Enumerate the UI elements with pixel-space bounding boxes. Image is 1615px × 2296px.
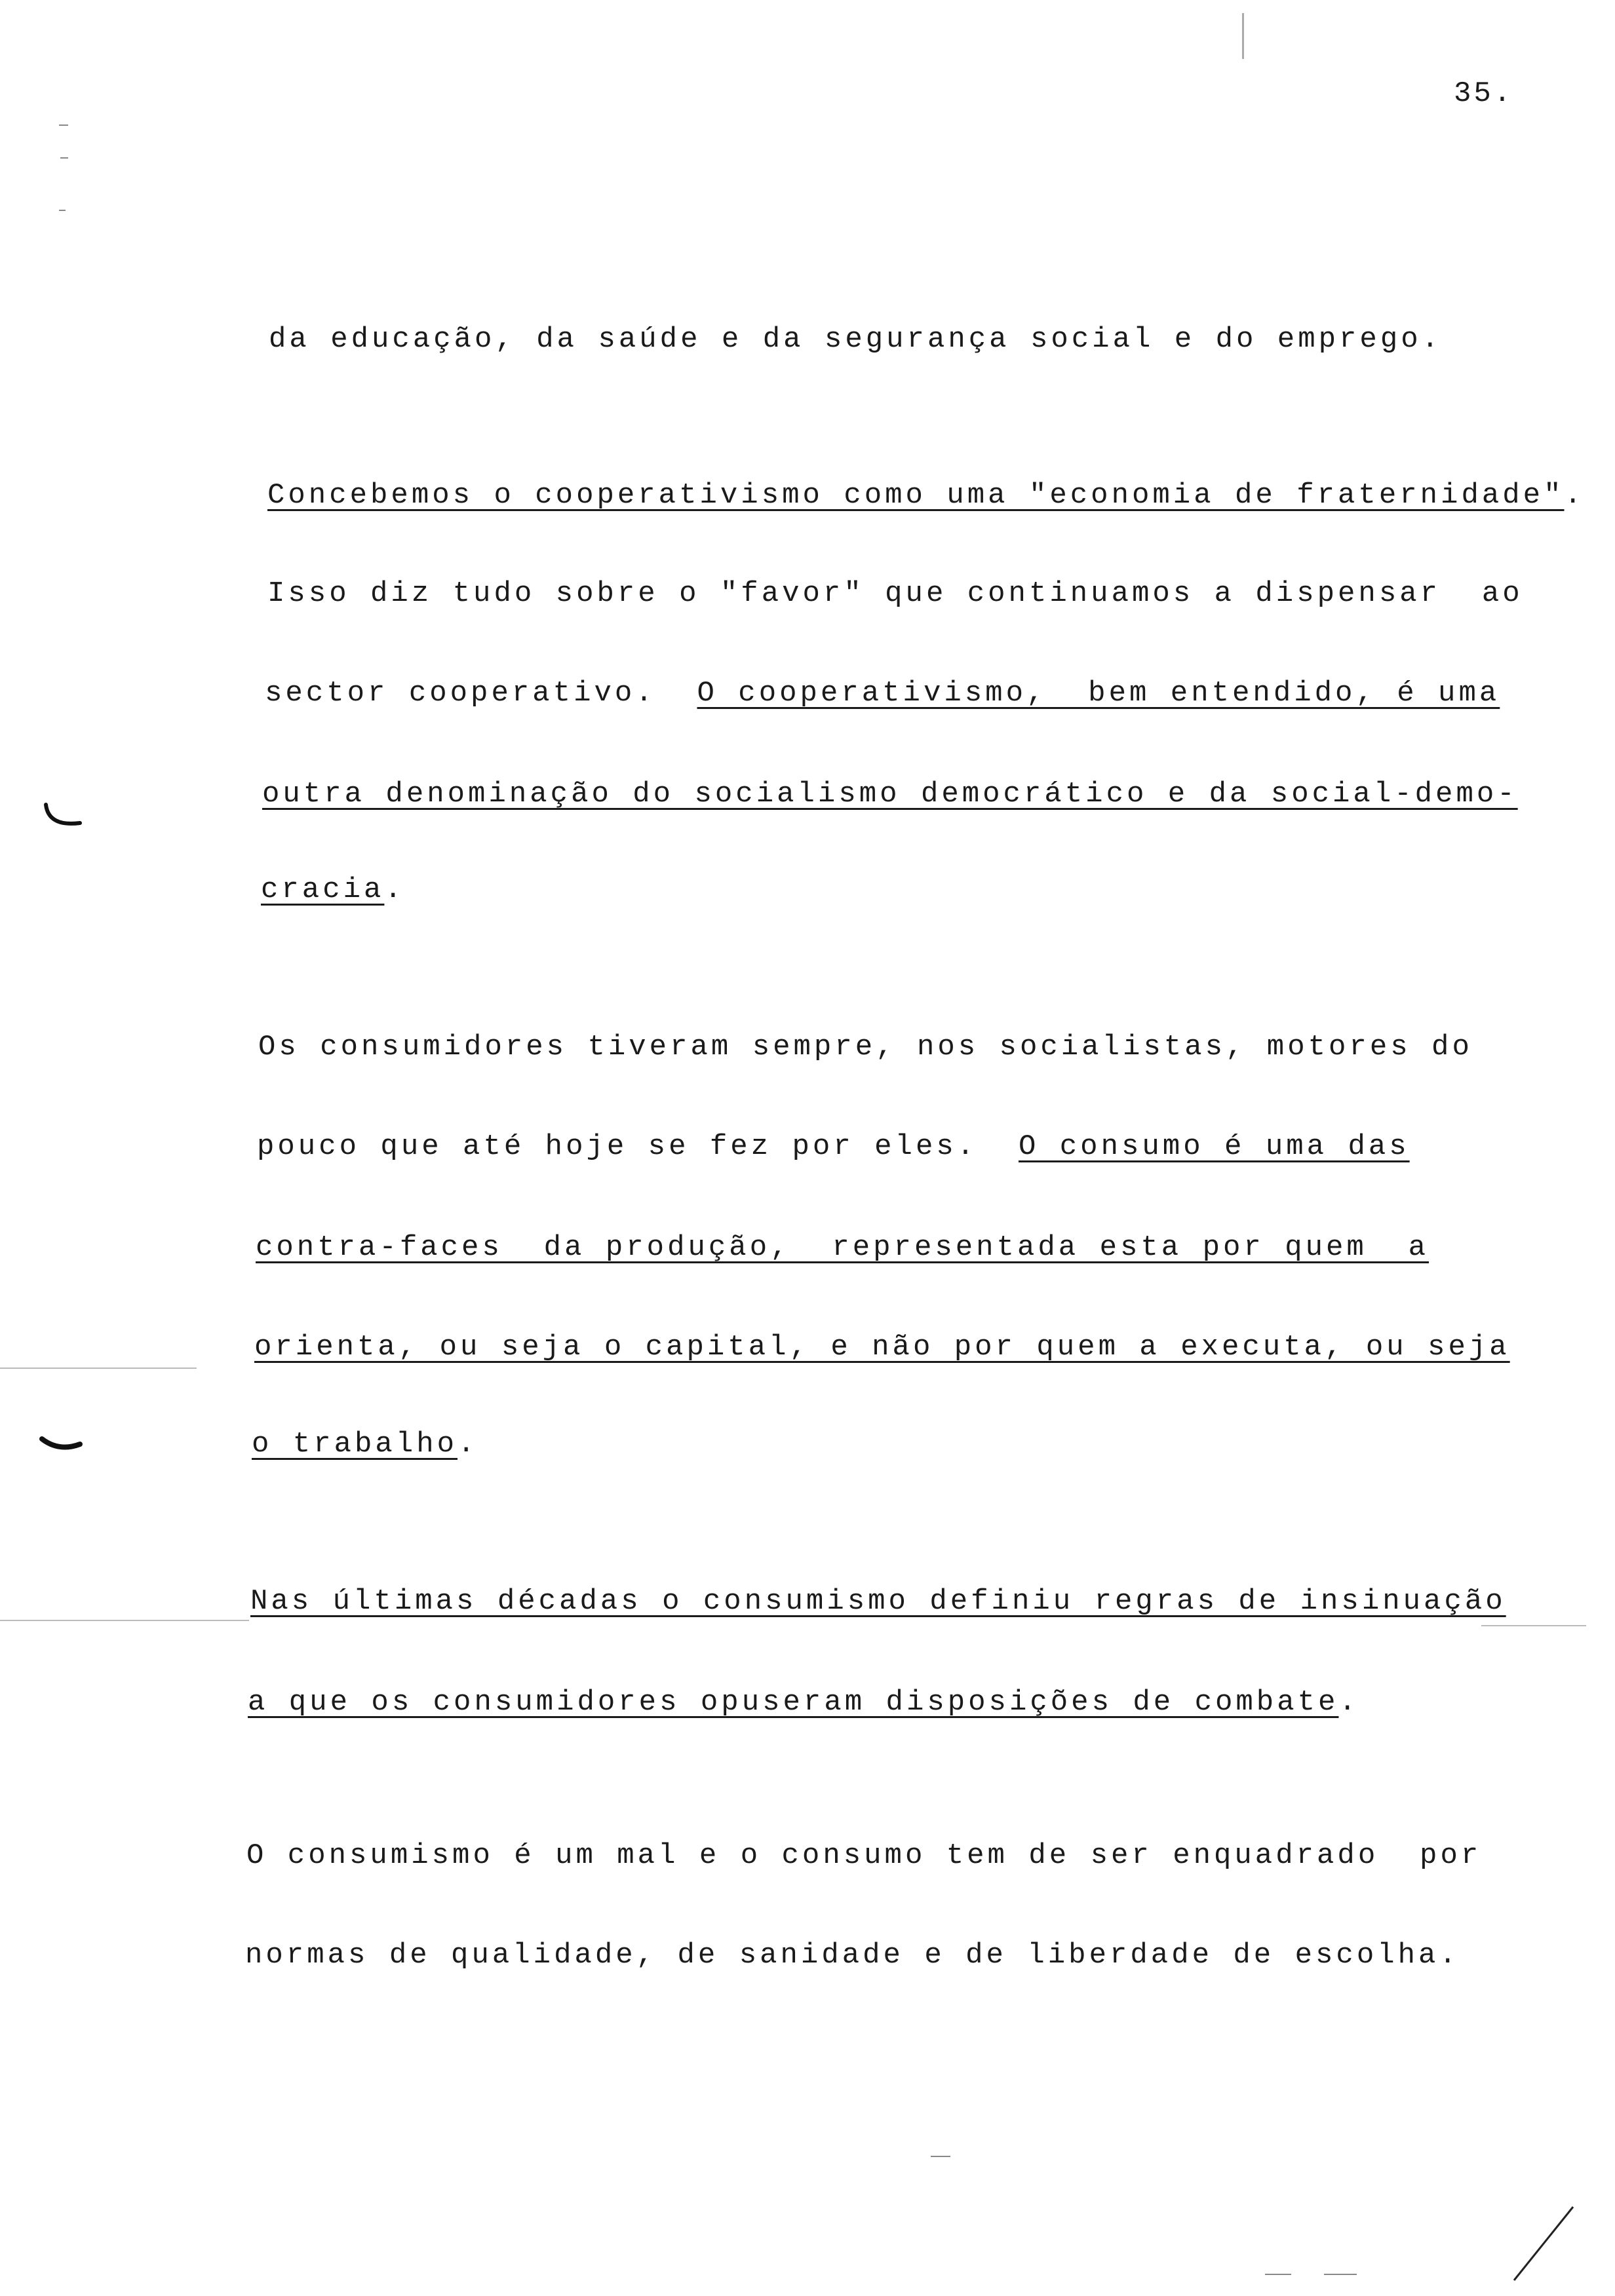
scan-speck xyxy=(1265,2274,1291,2275)
text-line xyxy=(256,1229,1429,1266)
page-number: 35. xyxy=(1454,77,1514,110)
underlined-text: outra denominação do socialismo democrático e da social-demo- xyxy=(262,778,1518,811)
plain-text: . xyxy=(457,1428,478,1461)
plain-text: normas de qualidade, de sanidade e de liberdade de escolha. xyxy=(245,1939,1460,1972)
scan-speck xyxy=(59,210,66,211)
text-line xyxy=(258,1029,1473,1065)
plain-text: O consumismo é um mal e o consumo tem de ser enquadrado por xyxy=(246,1839,1482,1872)
text-line xyxy=(246,1837,1481,1874)
text-line xyxy=(257,1128,1410,1165)
text-line xyxy=(267,477,1585,514)
scan-speck xyxy=(0,1368,197,1369)
text-line xyxy=(248,1684,1359,1721)
scan-speck xyxy=(59,124,68,126)
text-line xyxy=(269,321,1442,358)
plain-text: da educação, da saúde e da segurança social e do emprego. xyxy=(269,323,1443,356)
plain-text: pouco que até hoje se fez por eles. xyxy=(257,1130,1019,1163)
text-line xyxy=(254,1329,1510,1366)
underlined-text: a que os consumidores opuseram disposições de combate xyxy=(248,1686,1339,1719)
scan-speck xyxy=(931,2156,950,2157)
plain-text: Os consumidores tiveram sempre, nos socialistas, motores do xyxy=(258,1031,1473,1063)
text-line xyxy=(245,1937,1460,1974)
plain-text: Isso diz tudo sobre o "favor" que continuamos a dispensar ao xyxy=(267,577,1523,610)
punch-hole-mark xyxy=(37,1428,89,1461)
underlined-text: contra-faces da produção, representada esta por quem a xyxy=(256,1231,1430,1264)
scan-speck xyxy=(60,157,68,159)
underlined-text: Concebemos o cooperativismo como uma "economia de fraternidade" xyxy=(267,479,1565,512)
text-line xyxy=(267,575,1523,612)
underlined-text: cracia xyxy=(261,873,385,906)
text-line xyxy=(250,1583,1506,1620)
punch-hole-mark xyxy=(39,799,92,839)
scan-speck xyxy=(1481,1625,1586,1626)
underlined-text: O consumo é uma das xyxy=(1018,1130,1410,1163)
scan-speck xyxy=(1324,2274,1357,2275)
plain-text: . xyxy=(1338,1686,1359,1719)
underlined-text: Nas últimas décadas o consumismo definiu regras de insinuação xyxy=(250,1585,1506,1618)
underlined-text: orienta, ou seja o capital, e não por quem a executa, ou seja xyxy=(254,1331,1510,1364)
plain-text: . xyxy=(384,873,405,906)
underlined-text: O cooperativismo, bem entendido, é uma xyxy=(697,677,1500,710)
plain-text: . xyxy=(1564,479,1585,512)
scan-speck xyxy=(0,1620,249,1621)
underlined-text: o trabalho xyxy=(252,1428,458,1461)
scan-speck xyxy=(1242,13,1244,59)
text-line xyxy=(261,871,405,908)
text-line xyxy=(252,1426,478,1463)
text-line xyxy=(265,675,1500,712)
pen-stroke-mark xyxy=(1508,2202,1580,2287)
plain-text: sector cooperativo. xyxy=(265,677,697,710)
text-line xyxy=(262,776,1518,813)
